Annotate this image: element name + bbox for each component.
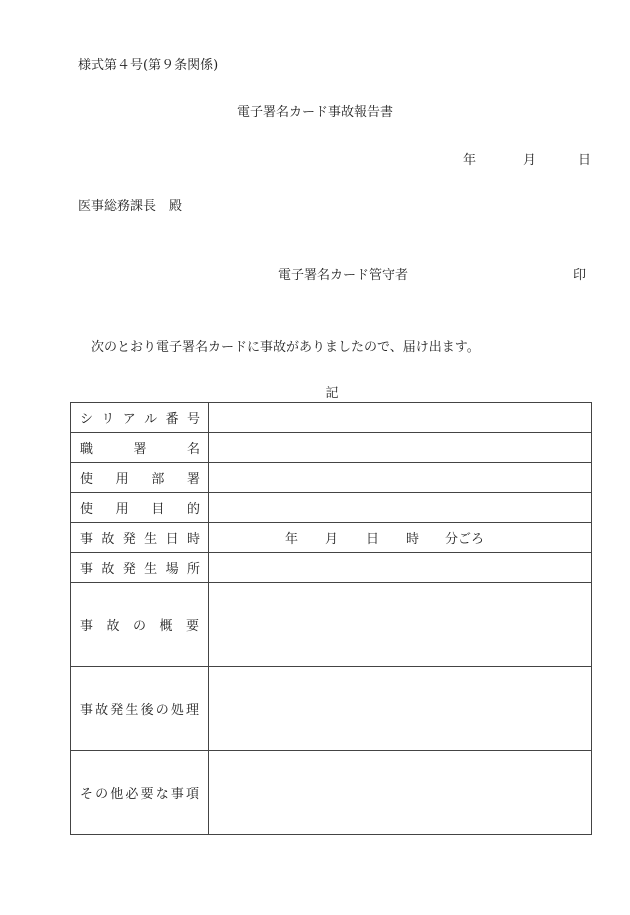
label-char: の <box>95 787 109 802</box>
label-chars <box>71 468 208 487</box>
value-department[interactable] <box>209 463 592 493</box>
label-serial-number <box>71 403 209 433</box>
label-char: 概 <box>159 619 173 634</box>
label-chars <box>71 558 208 577</box>
label-char: ル <box>144 412 158 427</box>
label-char: 故 <box>101 562 115 577</box>
label-char: 所 <box>186 562 200 577</box>
table-row-other <box>71 751 592 835</box>
label-char: 署 <box>186 472 200 487</box>
label-char: 発 <box>122 532 136 547</box>
label-char: 必 <box>125 787 139 802</box>
label-char: 要 <box>140 787 154 802</box>
seal-mark: 印 <box>573 268 587 283</box>
label-chars <box>71 498 208 517</box>
value-position-name[interactable] <box>209 433 592 463</box>
label-char: 事 <box>80 562 94 577</box>
table-row-position <box>71 433 592 463</box>
label-char: 発 <box>122 562 136 577</box>
label-chars <box>71 699 208 718</box>
label-chars <box>71 783 208 802</box>
label-char: 事 <box>80 619 94 634</box>
label-char: 要 <box>185 619 199 634</box>
label-char: 使 <box>80 472 94 487</box>
date-line <box>463 149 591 168</box>
datetime-units <box>209 528 591 547</box>
value-post-incident-handling[interactable] <box>209 667 592 751</box>
table-row-place <box>71 553 592 583</box>
label-char: 処 <box>170 703 184 718</box>
label-char: 名 <box>186 442 200 457</box>
table-row-handling <box>71 667 592 751</box>
label-char: 事 <box>80 703 94 718</box>
label-char: シ <box>80 412 94 427</box>
label-char: 署 <box>133 442 147 457</box>
label-char: の <box>155 703 169 718</box>
table-row-serial <box>71 403 592 433</box>
value-serial-number[interactable] <box>209 403 592 433</box>
label-char: の <box>132 619 146 634</box>
date-year: 年 <box>463 153 477 168</box>
label-char: 故 <box>106 619 120 634</box>
label-chars <box>71 438 208 457</box>
ki-label: 記 <box>325 386 339 401</box>
label-char: リ <box>101 412 115 427</box>
label-char: 職 <box>80 442 94 457</box>
label-char: 目 <box>151 502 165 517</box>
details-table <box>70 402 592 835</box>
label-char: 時 <box>186 532 200 547</box>
label-char: 発 <box>110 703 124 718</box>
label-char: 事 <box>80 532 94 547</box>
label-department <box>71 463 209 493</box>
document-title: 電子署名カード事故報告書 <box>236 105 393 120</box>
table-row-department <box>71 463 592 493</box>
label-chars <box>71 528 208 547</box>
holder-label: 電子署名カード管守者 <box>278 268 409 283</box>
label-incident-place <box>71 553 209 583</box>
label-char: 用 <box>115 472 129 487</box>
label-post-incident-handling <box>71 667 209 751</box>
label-char: 理 <box>185 703 199 718</box>
addressee: 医事総務課長 殿 <box>78 199 183 214</box>
date-day: 日 <box>578 153 592 168</box>
value-purpose[interactable] <box>209 493 592 523</box>
value-other-matters[interactable] <box>209 751 592 835</box>
date-month: 月 <box>523 153 537 168</box>
label-char: 故 <box>101 532 115 547</box>
label-char: 的 <box>186 502 200 517</box>
label-char: 号 <box>186 412 200 427</box>
label-char: 事 <box>170 787 184 802</box>
datetime-hour: 時 <box>406 532 420 547</box>
label-char: 生 <box>144 532 158 547</box>
label-char: 項 <box>185 787 199 802</box>
label-chars <box>71 408 208 427</box>
label-char: 生 <box>144 562 158 577</box>
label-char: 使 <box>80 502 94 517</box>
label-other-matters <box>71 751 209 835</box>
datetime-minute: 分ごろ <box>445 532 485 547</box>
form-number: 様式第４号(第９条関係) <box>78 58 219 73</box>
table-row-summary <box>71 583 592 667</box>
datetime-month: 月 <box>325 532 339 547</box>
label-char: 後 <box>140 703 154 718</box>
label-incident-summary <box>71 583 209 667</box>
datetime-day: 日 <box>366 532 380 547</box>
label-purpose <box>71 493 209 523</box>
label-position-name <box>71 433 209 463</box>
label-char: 番 <box>165 412 179 427</box>
label-char: 場 <box>165 562 179 577</box>
label-incident-datetime <box>71 523 209 553</box>
value-incident-datetime[interactable] <box>209 523 592 553</box>
label-char: な <box>155 787 169 802</box>
label-char: 他 <box>110 787 124 802</box>
label-char: 故 <box>95 703 109 718</box>
table-row-datetime <box>71 523 592 553</box>
table-row-purpose <box>71 493 592 523</box>
value-incident-place[interactable] <box>209 553 592 583</box>
label-char: 生 <box>125 703 139 718</box>
label-char: 部 <box>151 472 165 487</box>
intro-text: 次のとおり電子署名カードに事故がありましたので、届け出ます。 <box>91 340 480 355</box>
label-char: 用 <box>115 502 129 517</box>
datetime-year: 年 <box>285 532 299 547</box>
value-incident-summary[interactable] <box>209 583 592 667</box>
label-char: ア <box>122 412 136 427</box>
label-chars <box>71 615 208 634</box>
label-char: 日 <box>165 532 179 547</box>
label-char: そ <box>80 787 94 802</box>
